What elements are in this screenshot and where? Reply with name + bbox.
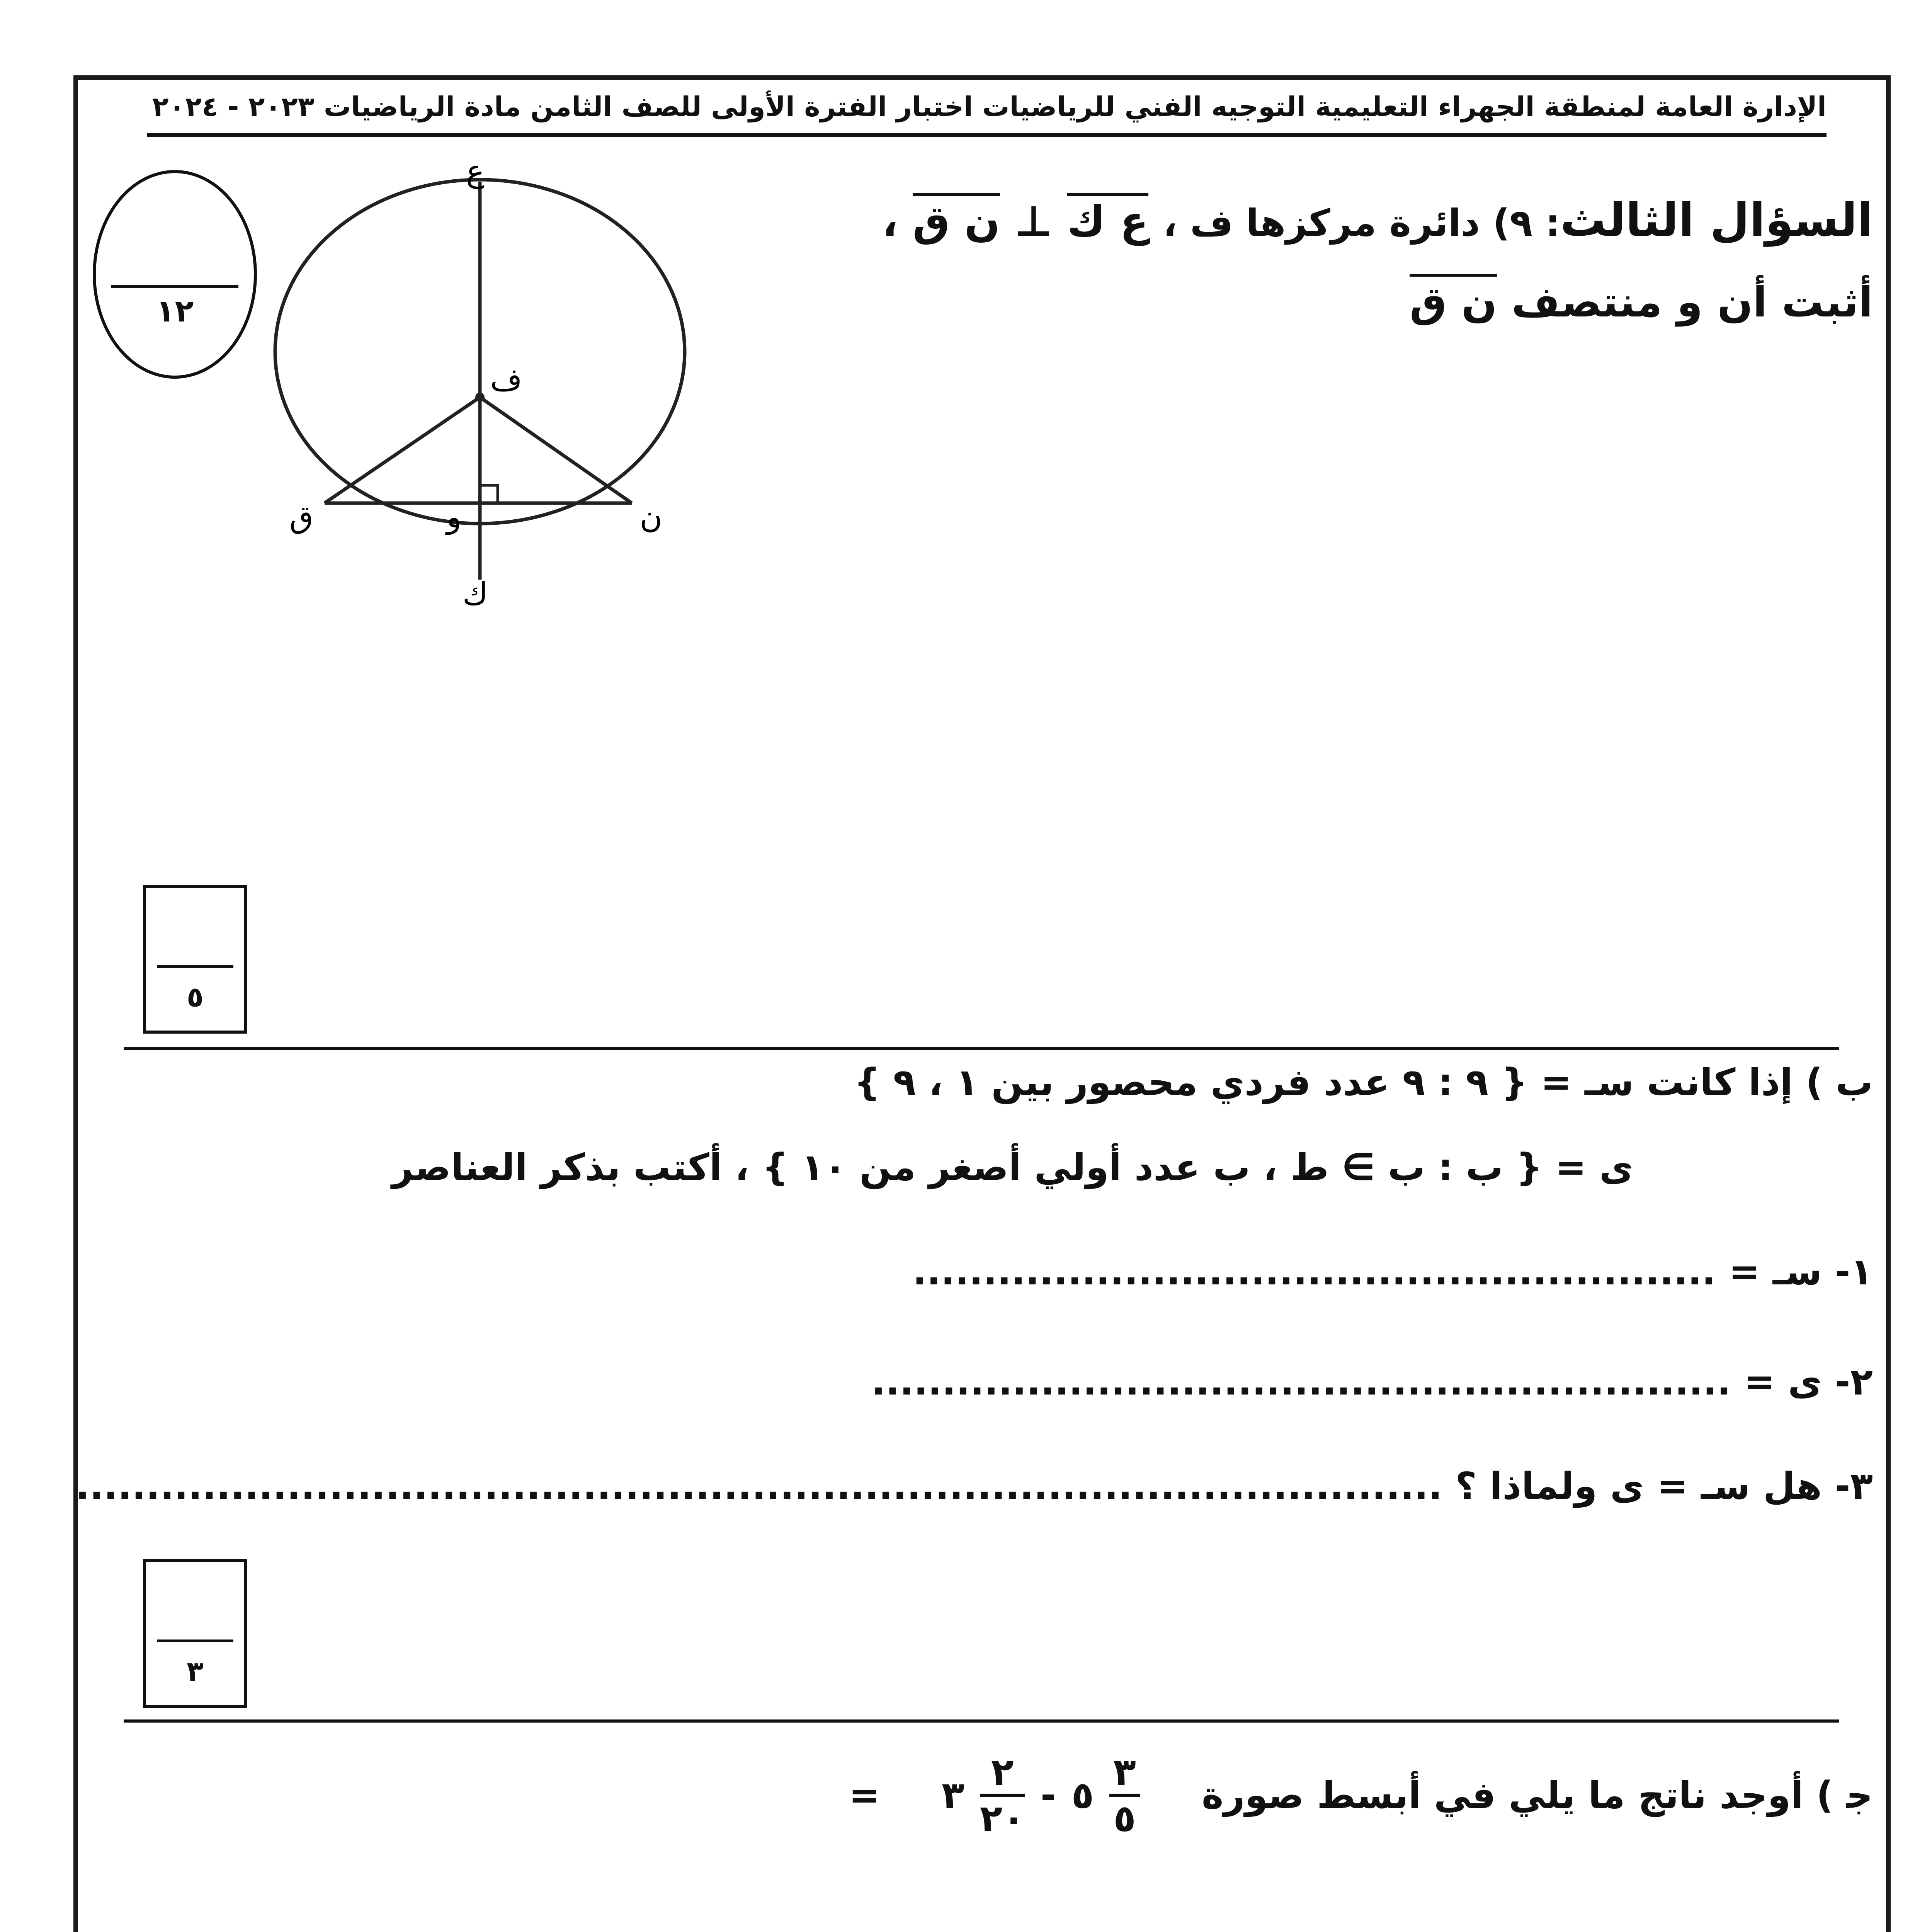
radius-fq [325, 397, 480, 503]
item2-label: ٢- ى = [1744, 1360, 1873, 1403]
item3-label: ٣- هل سـ = ى ولماذا ؟ [1455, 1464, 1873, 1508]
label-top: ع [466, 166, 485, 189]
question-label: السؤال الثالث [1560, 193, 1873, 247]
fraction-2-denominator: ٢٠ [980, 1797, 1025, 1840]
right-angle-mark [480, 485, 498, 503]
separator-2 [124, 1719, 1839, 1723]
part-b-line1: ب ) إذا كانت سـ = { ٩ : ٩ عدد فردي محصور بين ١ ، ٩ } [854, 1061, 1873, 1104]
part-b-item1 [913, 1250, 1873, 1293]
item1-label: ١- سـ = [1729, 1250, 1873, 1293]
part-b-line2: ى = { ب : ب ∋ ط ، ب عدد أولي أصغر من ١٠ } ، أكتب بذكر العناصر [392, 1146, 1633, 1189]
label-center: ف [490, 362, 522, 398]
center-point [475, 393, 485, 402]
segment-ak: ع ك [1067, 193, 1148, 246]
fraction-2-numerator: ٢ [980, 1750, 1025, 1797]
fraction-1-denominator: ٥ [1113, 1797, 1136, 1840]
fraction-1 [1109, 1750, 1140, 1840]
label-right: ن [639, 499, 663, 535]
part-a-line1 [882, 193, 1873, 247]
part-a-line1-end: ، [882, 197, 898, 246]
part-b-item3 [75, 1464, 1873, 1508]
part-c-line [849, 1750, 1873, 1840]
part-b-item2 [871, 1360, 1873, 1403]
part-a-score-box [143, 885, 247, 1034]
segment-nq-2: ن ق [1410, 274, 1497, 327]
whole-1: ٥ [1071, 1774, 1094, 1817]
part-b-score-box [143, 1559, 247, 1708]
fraction-2 [980, 1750, 1025, 1840]
perpendicular-symbol: ⊥ [1014, 197, 1053, 246]
fraction-1-numerator: ٣ [1109, 1750, 1140, 1797]
label-bottom: ك [463, 576, 488, 612]
equals-sign: = [849, 1774, 880, 1817]
item1-answer-line[interactable]: ......................................................... [912, 1250, 1716, 1293]
part-a-score: ٥ [187, 981, 204, 1013]
part-b-score: ٣ [187, 1655, 204, 1687]
radius-fn [480, 397, 632, 503]
part-a-line2-pre: أثبت أن و منتصف [1511, 278, 1873, 327]
item2-answer-line[interactable]: ............................................................. [871, 1360, 1731, 1403]
label-mid: و [446, 499, 462, 535]
part-a-line2 [1410, 278, 1873, 327]
segment-nq: ن ق [913, 193, 1000, 246]
total-score-value: ١٢ [156, 293, 194, 329]
circle-diagram [247, 166, 726, 634]
part-c-text: ﺟ ) أوجد ناتج ما يلي في أبسط صورة [1201, 1774, 1873, 1817]
part-a-line1-pre: : ٩) دائرة مركزها ف ، [1163, 201, 1560, 245]
minus-sign: - [1040, 1774, 1056, 1817]
separator-1 [124, 1047, 1839, 1050]
whole-2: ٣ [942, 1774, 964, 1817]
item3-answer-line[interactable]: ................................................................................................. [75, 1464, 1442, 1508]
total-score-oval [93, 170, 257, 379]
label-left: ق [289, 499, 314, 535]
exam-header: الإدارة العامة لمنطقة الجهراء التعليمية التوجيه الفني للرياضيات اختبار الفترة الأولى للصف الثامن مادة الرياضيات ٢٠٢٣ - ٢٠٢٤ [147, 91, 1827, 137]
